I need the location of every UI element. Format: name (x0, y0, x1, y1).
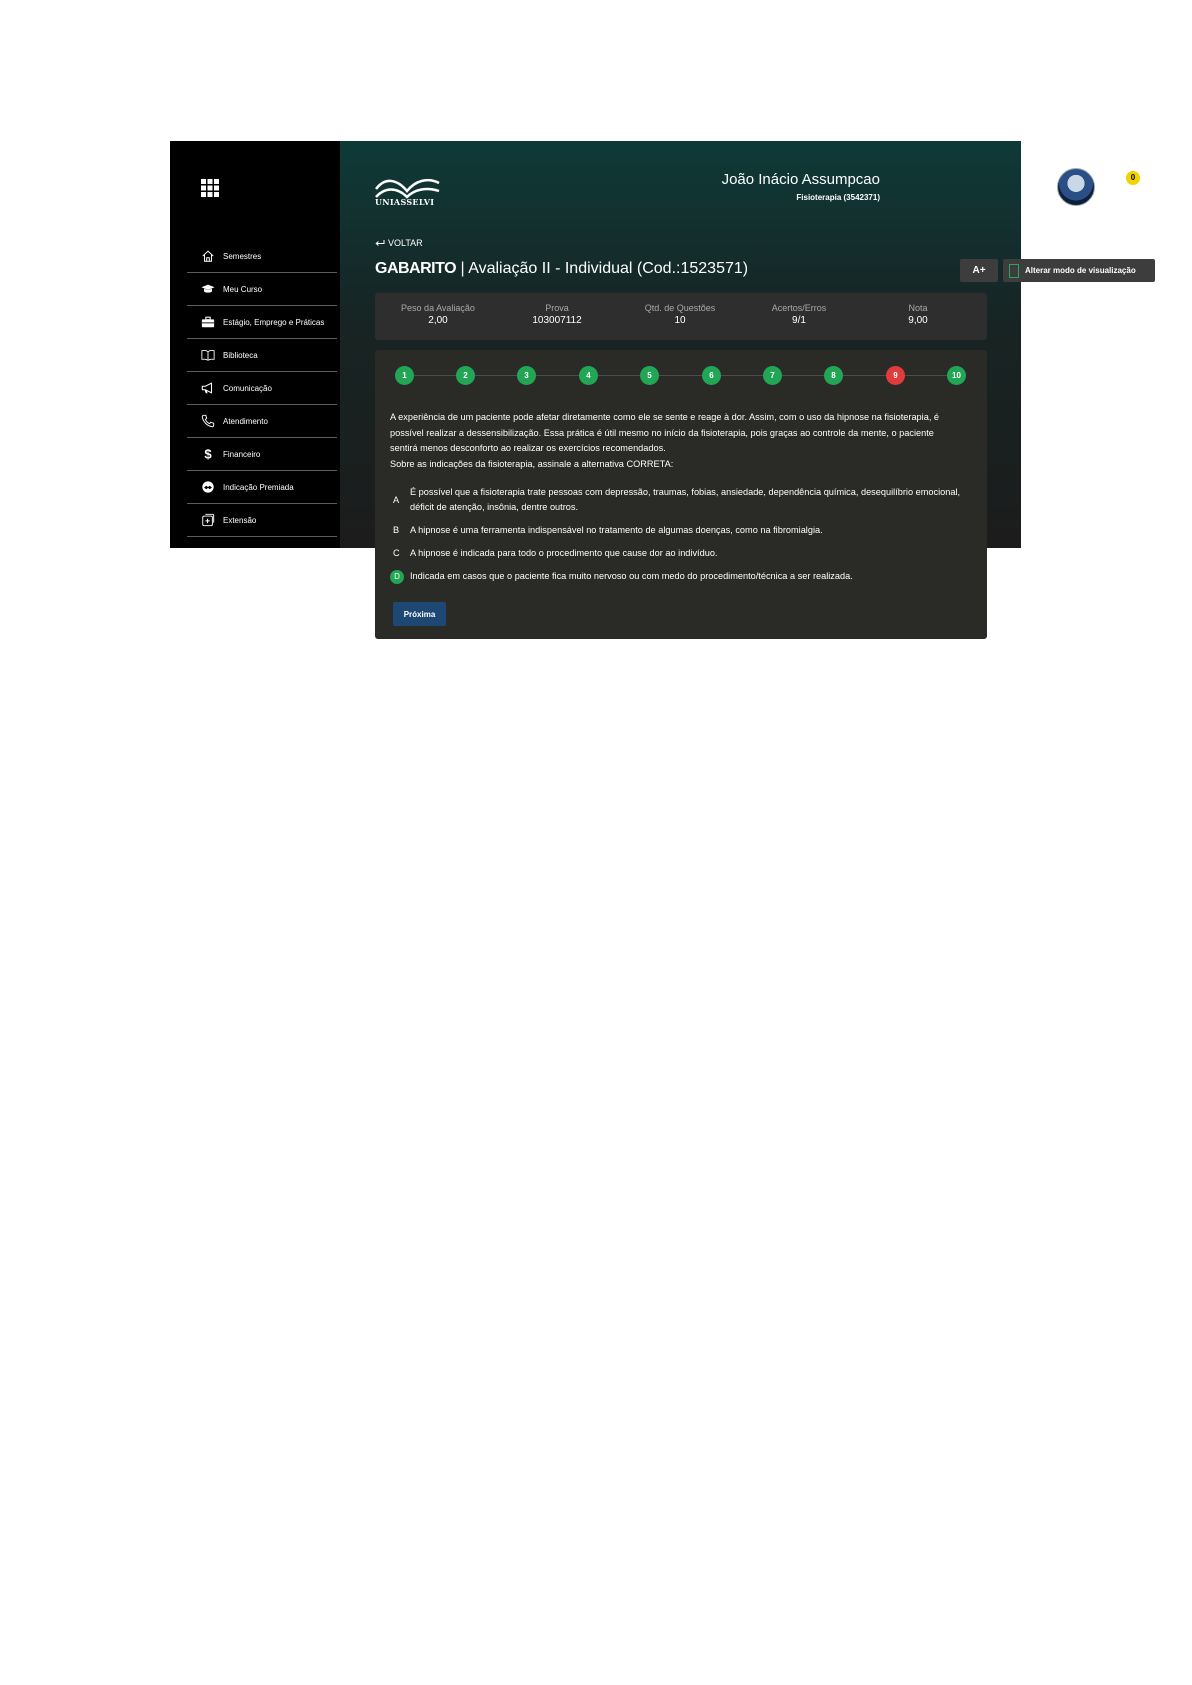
stat-value: 9/1 (792, 315, 806, 326)
question-step-1[interactable]: 1 (395, 366, 414, 385)
stat-label: Peso da Avaliação (401, 303, 475, 313)
question-step-5[interactable]: 5 (640, 366, 659, 385)
stepper-line (403, 375, 959, 376)
option-letter-selected (390, 569, 410, 584)
question-step-4[interactable]: 4 (579, 366, 598, 385)
option-a[interactable] (390, 485, 970, 515)
question-line: Sobre as indicações da fisioterapia, assinale a alternativa CORRETA: (390, 458, 674, 469)
user-name: João Inácio Assumpcao (721, 171, 880, 188)
page-title (375, 260, 748, 278)
sidebar-item-meu-curso[interactable] (187, 273, 337, 306)
view-mode-icon (1009, 264, 1019, 278)
stat-value: 10 (674, 315, 686, 326)
logo-text: UNIASSELVI (375, 197, 435, 207)
next-button[interactable]: Próxima (393, 602, 446, 626)
view-mode-button[interactable] (1003, 259, 1155, 282)
question-step-7[interactable]: 7 (763, 366, 782, 385)
dollar-icon (200, 447, 215, 462)
option-text: É possível que a fisioterapia trate pessoas com depressão, traumas, fobias, ansiedade, dependência química, desequilíbrio emocional, déficit de atenção, insônia, dentre outros. (410, 487, 961, 512)
home-icon (200, 249, 215, 264)
sidebar-item-comunicacao[interactable] (187, 372, 337, 405)
sidebar-item-financeiro[interactable] (187, 438, 337, 471)
sidebar-item-extensao[interactable] (187, 504, 337, 537)
graduation-cap-icon (200, 282, 215, 297)
option-letter: A (393, 494, 400, 505)
stat-value: 103007112 (532, 315, 582, 326)
question-step-8[interactable]: 8 (824, 366, 843, 385)
stats-bar (375, 293, 987, 340)
sidebar-item-label: Meu Curso (223, 284, 263, 294)
question-line: possível realizar a dessensibilização. Essa prática é útil mesmo no início da fisioterapia, pois graças ao controle da mente, o paciente (390, 427, 934, 438)
sidebar-item-label: Biblioteca (223, 350, 258, 360)
handshake-icon (200, 480, 215, 495)
stat-peso (378, 303, 498, 326)
stat-prova (497, 303, 617, 326)
stat-acertos-erros (739, 303, 859, 326)
option-letter: B (393, 525, 400, 535)
option-c[interactable] (390, 546, 970, 561)
stat-label: Acertos/Erros (771, 303, 827, 313)
question-step-3[interactable]: 3 (517, 366, 536, 385)
sidebar-item-atendimento[interactable] (187, 405, 337, 438)
question-step-2[interactable]: 2 (456, 366, 475, 385)
question-stepper (395, 366, 967, 386)
user-course: Fisioterapia (3542371) (796, 193, 880, 202)
return-arrow-icon (375, 239, 385, 247)
sidebar-item-label: Extensão (223, 515, 257, 525)
sidebar-item-estagio[interactable] (187, 306, 337, 339)
option-letter: C (393, 548, 400, 558)
back-label: VOLTAR (388, 238, 423, 248)
stat-value: 2,00 (428, 315, 448, 326)
apps-grid-icon[interactable] (200, 178, 220, 198)
stat-label: Qtd. de Questões (644, 303, 716, 313)
svg-text:$: $ (203, 447, 212, 461)
option-text: Indicada em casos que o paciente fica muito nervoso ou com medo do procedimento/técnica a ser realizada. (410, 571, 853, 581)
stat-qtd-questoes (620, 303, 740, 326)
sidebar-item-label: Financeiro (223, 449, 261, 459)
sidebar-nav (187, 240, 337, 537)
question-step-9[interactable]: 9 (886, 366, 905, 385)
question-step-6[interactable]: 6 (702, 366, 721, 385)
sidebar-item-label: Comunicação (223, 383, 272, 393)
increase-font-button[interactable]: A+ (960, 259, 998, 282)
megaphone-icon (200, 381, 215, 396)
book-icon (200, 348, 215, 363)
option-d[interactable] (390, 569, 970, 584)
notification-badge: 0 (1126, 171, 1140, 185)
title-bold: GABARITO (375, 260, 457, 277)
option-text: A hipnose é indicada para todo o procedimento que cause dor ao indivíduo. (410, 548, 718, 558)
question-line: sentirá menos desconforto ao realizar os exercícios recomendados. (390, 443, 666, 453)
question-step-10[interactable]: 10 (947, 366, 966, 385)
stat-label: Nota (908, 303, 928, 313)
option-text: A hipnose é uma ferramenta indispensável no tratamento de algumas doenças, como na fibromialgia. (410, 525, 823, 535)
back-link[interactable] (375, 238, 423, 248)
sidebar-item-label: Semestres (223, 251, 262, 261)
phone-icon (200, 414, 215, 429)
sidebar-item-label: Atendimento (223, 416, 268, 426)
sidebar-item-label: Indicação Premiada (223, 482, 294, 492)
title-rest: | Avaliação II - Individual (Cod.:1523571) (456, 260, 749, 277)
stat-value: 9,00 (908, 315, 928, 326)
option-b[interactable] (390, 523, 970, 538)
question-text (390, 410, 980, 472)
sidebar-item-indicacao-premiada[interactable] (187, 471, 337, 504)
sidebar-item-semestres[interactable] (187, 240, 337, 273)
stat-label: Prova (545, 303, 569, 313)
sidebar (170, 141, 340, 548)
stat-nota (858, 303, 978, 326)
sidebar-item-label: Estágio, Emprego e Práticas (223, 317, 325, 327)
question-panel (375, 350, 987, 639)
selected-option-badge: D (390, 570, 404, 584)
avatar[interactable] (1057, 168, 1095, 206)
briefcase-icon (200, 315, 215, 330)
extension-icon (200, 513, 215, 528)
view-mode-label: Alterar modo de visualização (1025, 266, 1136, 275)
app-window (170, 141, 1136, 619)
question-line: A experiência de um paciente pode afetar diretamente como ele se sente e reage à dor. Assim, com o uso da hipnose na fisioterapia, é (390, 412, 940, 422)
sidebar-item-biblioteca[interactable] (187, 339, 337, 372)
